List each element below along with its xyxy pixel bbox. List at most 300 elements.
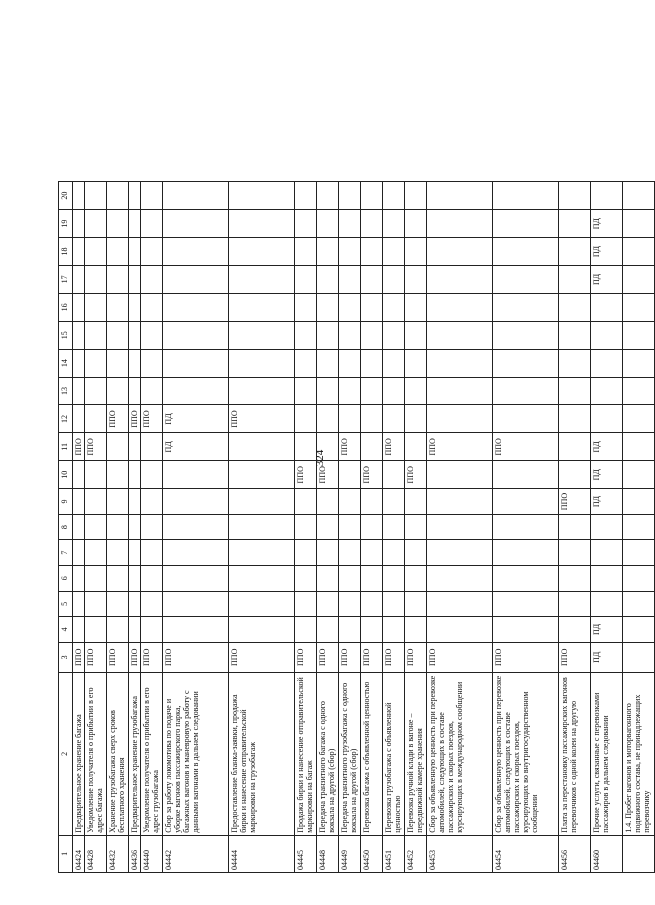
row-name: Передача транзитного грузобагажа с одного вокзала на другой (сбор) — [339, 672, 361, 835]
table-row — [405, 182, 427, 873]
cell-col-20 — [129, 182, 141, 210]
row-code: 04448 — [317, 835, 339, 872]
cell-col-18 — [295, 238, 317, 266]
cell-col-17 — [129, 265, 141, 293]
cell-col-9: ПД — [591, 489, 623, 515]
cell-col-7 — [591, 540, 623, 566]
cell-col-7 — [623, 540, 655, 566]
cell-col-3: ППО — [163, 642, 229, 672]
cell-col-15 — [405, 321, 427, 349]
cell-col-14 — [107, 349, 129, 377]
cell-col-14 — [623, 349, 655, 377]
cell-col-4 — [141, 617, 163, 643]
cell-col-20 — [405, 182, 427, 210]
table-row — [317, 182, 339, 873]
column-header-14: 14 — [59, 349, 73, 377]
cell-col-18 — [129, 238, 141, 266]
cell-col-5 — [295, 591, 317, 617]
cell-col-5 — [73, 591, 85, 617]
cell-col-8 — [361, 514, 383, 540]
row-code: 04424 — [73, 835, 85, 872]
row-name: Предварительное хранение грузобагажа — [129, 672, 141, 835]
column-header-2: 2 — [59, 672, 73, 835]
cell-col-6 — [559, 565, 591, 591]
cell-col-6 — [129, 565, 141, 591]
cell-col-9 — [107, 489, 129, 515]
cell-col-4 — [85, 617, 107, 643]
cell-col-9 — [85, 489, 107, 515]
column-header-6: 6 — [59, 565, 73, 591]
cell-col-15 — [361, 321, 383, 349]
cell-col-14 — [493, 349, 559, 377]
cell-col-19 — [427, 210, 493, 238]
page-number: 324 — [314, 449, 326, 467]
cell-col-4 — [383, 617, 405, 643]
cell-col-16 — [405, 293, 427, 321]
cell-col-10 — [163, 461, 229, 489]
cell-col-15 — [229, 321, 295, 349]
table-row — [623, 182, 655, 873]
cell-col-17 — [427, 265, 493, 293]
cell-col-9 — [361, 489, 383, 515]
row-name: Предоставление бланка-заявки, продажа бирки и нанесение отправительской маркировки на грузобагаж — [229, 672, 295, 835]
cell-col-17 — [339, 265, 361, 293]
cell-col-6 — [339, 565, 361, 591]
cell-col-14 — [383, 349, 405, 377]
column-header-18: 18 — [59, 238, 73, 266]
cell-col-8 — [591, 514, 623, 540]
cell-col-14 — [591, 349, 623, 377]
column-header-7: 7 — [59, 540, 73, 566]
cell-col-14 — [229, 349, 295, 377]
cell-col-3: ППО — [559, 642, 591, 672]
cell-col-17 — [295, 265, 317, 293]
row-name: Хранение грузобагажа сверх сроков бесплатного хранения — [107, 672, 129, 835]
cell-col-8 — [107, 514, 129, 540]
cell-col-17 — [623, 265, 655, 293]
cell-col-11: ППО — [73, 433, 85, 461]
cell-col-18 — [85, 238, 107, 266]
cell-col-10 — [107, 461, 129, 489]
cell-col-17 — [229, 265, 295, 293]
cell-col-3: ППО — [229, 642, 295, 672]
cell-col-19 — [141, 210, 163, 238]
cell-col-6 — [493, 565, 559, 591]
cell-col-14 — [405, 349, 427, 377]
cell-col-13 — [85, 377, 107, 405]
cell-col-10: ПД — [591, 461, 623, 489]
cell-col-8 — [141, 514, 163, 540]
cell-col-4 — [73, 617, 85, 643]
cell-col-19 — [339, 210, 361, 238]
cell-col-18 — [107, 238, 129, 266]
cell-col-7 — [405, 540, 427, 566]
cell-col-4 — [163, 617, 229, 643]
cell-col-9 — [229, 489, 295, 515]
table-row — [383, 182, 405, 873]
cell-col-4 — [623, 617, 655, 643]
cell-col-7 — [73, 540, 85, 566]
cell-col-16 — [493, 293, 559, 321]
row-name: Передача транзитного багажа с одного вокзала на другой (сбор) — [317, 672, 339, 835]
column-header-20: 20 — [59, 182, 73, 210]
cell-col-11 — [405, 433, 427, 461]
cell-col-9 — [317, 489, 339, 515]
cell-col-13 — [229, 377, 295, 405]
column-header-13: 13 — [59, 377, 73, 405]
row-code: 04453 — [427, 835, 493, 872]
cell-col-18 — [339, 238, 361, 266]
cell-col-3: ППО — [107, 642, 129, 672]
cell-col-15 — [559, 321, 591, 349]
cell-col-15 — [383, 321, 405, 349]
column-header-11: 11 — [59, 433, 73, 461]
cell-col-9: ППО — [559, 489, 591, 515]
tariff-table — [58, 181, 655, 873]
cell-col-10 — [339, 461, 361, 489]
cell-col-10 — [623, 461, 655, 489]
row-name: Предварительное хранение багажа — [73, 672, 85, 835]
cell-col-10 — [493, 461, 559, 489]
cell-col-9 — [73, 489, 85, 515]
cell-col-12 — [361, 405, 383, 433]
cell-col-16 — [591, 293, 623, 321]
column-header-8: 8 — [59, 514, 73, 540]
cell-col-16 — [339, 293, 361, 321]
cell-col-4 — [427, 617, 493, 643]
column-header-1: 1 — [59, 835, 73, 872]
cell-col-5 — [493, 591, 559, 617]
cell-col-14 — [73, 349, 85, 377]
cell-col-14 — [339, 349, 361, 377]
cell-col-16 — [163, 293, 229, 321]
cell-col-18 — [163, 238, 229, 266]
row-name: Сбор за работу локомотива по подаче и уборке вагонов пассажирского парка, багажных вагонов и маневровую работу с данными вагонами в дальнем следовании — [163, 672, 229, 835]
cell-col-12 — [493, 405, 559, 433]
row-name: Сбор за объявленную ценность при перевозке автомобилей, следующих в составе пассажирских и скорых поездов, курсирующих в международном сообщении — [427, 672, 493, 835]
cell-col-13 — [163, 377, 229, 405]
cell-col-15 — [339, 321, 361, 349]
cell-col-5 — [229, 591, 295, 617]
cell-col-5 — [141, 591, 163, 617]
column-header-12: 12 — [59, 405, 73, 433]
cell-col-3: ППО — [141, 642, 163, 672]
cell-col-3: ППО — [295, 642, 317, 672]
column-header-15: 15 — [59, 321, 73, 349]
cell-col-3: ППО — [493, 642, 559, 672]
cell-col-9 — [295, 489, 317, 515]
cell-col-10 — [559, 461, 591, 489]
cell-col-19 — [295, 210, 317, 238]
cell-col-7 — [559, 540, 591, 566]
cell-col-15 — [493, 321, 559, 349]
column-header-5: 5 — [59, 591, 73, 617]
cell-col-3 — [623, 642, 655, 672]
cell-col-12 — [73, 405, 85, 433]
cell-col-8 — [85, 514, 107, 540]
cell-col-14 — [427, 349, 493, 377]
cell-col-16 — [85, 293, 107, 321]
cell-col-3: ППО — [361, 642, 383, 672]
cell-col-20 — [73, 182, 85, 210]
cell-col-8 — [129, 514, 141, 540]
cell-col-11 — [295, 433, 317, 461]
row-name: 1.4. Пробег вагонов и моторвагонного подвижного состава, не принадлежащих перевозчику — [623, 672, 655, 835]
cell-col-13 — [493, 377, 559, 405]
cell-col-3: ПД — [591, 642, 623, 672]
cell-col-16 — [427, 293, 493, 321]
cell-col-13 — [427, 377, 493, 405]
cell-col-10 — [427, 461, 493, 489]
cell-col-13 — [591, 377, 623, 405]
cell-col-12 — [623, 405, 655, 433]
cell-col-18 — [623, 238, 655, 266]
cell-col-12: ППО — [229, 405, 295, 433]
cell-col-13 — [295, 377, 317, 405]
row-name: Уведомление получателя о прибытии в его адрес грузобагажа — [141, 672, 163, 835]
cell-col-4 — [295, 617, 317, 643]
cell-col-15 — [163, 321, 229, 349]
cell-col-5 — [129, 591, 141, 617]
cell-col-19 — [229, 210, 295, 238]
row-code: 04428 — [85, 835, 107, 872]
cell-col-7 — [141, 540, 163, 566]
cell-col-15 — [107, 321, 129, 349]
cell-col-5 — [107, 591, 129, 617]
cell-col-13 — [107, 377, 129, 405]
cell-col-18 — [361, 238, 383, 266]
tariff-table-sheet — [58, 181, 651, 873]
cell-col-16 — [361, 293, 383, 321]
table-row — [73, 182, 85, 873]
cell-col-10: ППО — [405, 461, 427, 489]
cell-col-12 — [339, 405, 361, 433]
cell-col-11 — [317, 433, 339, 461]
cell-col-7 — [163, 540, 229, 566]
row-code: 04432 — [107, 835, 129, 872]
cell-col-9 — [405, 489, 427, 515]
cell-col-7 — [107, 540, 129, 566]
cell-col-6 — [85, 565, 107, 591]
cell-col-6 — [229, 565, 295, 591]
row-name: Перевозка ручной клади в вагоне – передвижной камере хранения — [405, 672, 427, 835]
cell-col-20 — [493, 182, 559, 210]
cell-col-14 — [559, 349, 591, 377]
cell-col-7 — [383, 540, 405, 566]
cell-col-14 — [141, 349, 163, 377]
cell-col-12 — [405, 405, 427, 433]
cell-col-9 — [383, 489, 405, 515]
cell-col-15 — [73, 321, 85, 349]
cell-col-5 — [427, 591, 493, 617]
cell-col-10 — [129, 461, 141, 489]
cell-col-13 — [405, 377, 427, 405]
cell-col-16 — [107, 293, 129, 321]
cell-col-7 — [295, 540, 317, 566]
cell-col-17 — [383, 265, 405, 293]
cell-col-10 — [229, 461, 295, 489]
cell-col-13 — [361, 377, 383, 405]
cell-col-11 — [361, 433, 383, 461]
cell-col-10 — [85, 461, 107, 489]
table-row — [493, 182, 559, 873]
row-code: 04456 — [559, 835, 591, 872]
row-name: Перевозка багажа с объявленной ценностью — [361, 672, 383, 835]
cell-col-18: ПД — [591, 238, 623, 266]
cell-col-5 — [361, 591, 383, 617]
cell-col-10 — [141, 461, 163, 489]
cell-col-4 — [361, 617, 383, 643]
cell-col-19 — [73, 210, 85, 238]
cell-col-19 — [493, 210, 559, 238]
cell-col-12 — [85, 405, 107, 433]
cell-col-17 — [405, 265, 427, 293]
cell-col-19 — [85, 210, 107, 238]
cell-col-13 — [129, 377, 141, 405]
cell-col-12 — [591, 405, 623, 433]
cell-col-3: ППО — [85, 642, 107, 672]
cell-col-18 — [73, 238, 85, 266]
cell-col-18 — [493, 238, 559, 266]
cell-col-15 — [85, 321, 107, 349]
cell-col-15 — [141, 321, 163, 349]
cell-col-16 — [559, 293, 591, 321]
table-row — [229, 182, 295, 873]
cell-col-15 — [317, 321, 339, 349]
cell-col-16 — [317, 293, 339, 321]
row-code: 04444 — [229, 835, 295, 872]
cell-col-5 — [317, 591, 339, 617]
row-code — [623, 835, 655, 872]
cell-col-14 — [317, 349, 339, 377]
cell-col-6 — [73, 565, 85, 591]
cell-col-16 — [383, 293, 405, 321]
cell-col-11 — [229, 433, 295, 461]
table-row — [295, 182, 317, 873]
cell-col-4 — [107, 617, 129, 643]
cell-col-15 — [427, 321, 493, 349]
cell-col-5 — [405, 591, 427, 617]
cell-col-9 — [623, 489, 655, 515]
cell-col-17 — [361, 265, 383, 293]
column-header-9: 9 — [59, 489, 73, 515]
cell-col-19: ПД — [591, 210, 623, 238]
cell-col-11: ПД — [591, 433, 623, 461]
cell-col-8 — [493, 514, 559, 540]
cell-col-7 — [129, 540, 141, 566]
cell-col-6 — [317, 565, 339, 591]
cell-col-11 — [623, 433, 655, 461]
cell-col-20 — [107, 182, 129, 210]
cell-col-13 — [623, 377, 655, 405]
row-code: 04452 — [405, 835, 427, 872]
cell-col-11: ППО — [383, 433, 405, 461]
cell-col-10: ППО — [295, 461, 317, 489]
cell-col-18 — [559, 238, 591, 266]
cell-col-16 — [129, 293, 141, 321]
table-row — [339, 182, 361, 873]
cell-col-20 — [361, 182, 383, 210]
cell-col-15 — [295, 321, 317, 349]
cell-col-12: ППО — [107, 405, 129, 433]
cell-col-12: ППО — [129, 405, 141, 433]
cell-col-9 — [339, 489, 361, 515]
cell-col-16 — [73, 293, 85, 321]
cell-col-9 — [129, 489, 141, 515]
cell-col-7 — [85, 540, 107, 566]
cell-col-16 — [229, 293, 295, 321]
cell-col-12 — [559, 405, 591, 433]
cell-col-14 — [295, 349, 317, 377]
cell-col-12 — [427, 405, 493, 433]
cell-col-10: ППО — [361, 461, 383, 489]
cell-col-6 — [383, 565, 405, 591]
cell-col-4 — [317, 617, 339, 643]
cell-col-8 — [405, 514, 427, 540]
cell-col-3: ППО — [383, 642, 405, 672]
cell-col-19 — [317, 210, 339, 238]
cell-col-3: ППО — [405, 642, 427, 672]
table-row — [427, 182, 493, 873]
cell-col-20 — [317, 182, 339, 210]
cell-col-11 — [129, 433, 141, 461]
cell-col-11: ППО — [493, 433, 559, 461]
cell-col-19 — [405, 210, 427, 238]
cell-col-15 — [591, 321, 623, 349]
cell-col-13 — [317, 377, 339, 405]
cell-col-16 — [141, 293, 163, 321]
cell-col-9 — [141, 489, 163, 515]
cell-col-6 — [163, 565, 229, 591]
cell-col-5 — [623, 591, 655, 617]
cell-col-11: ППО — [427, 433, 493, 461]
row-code: 04460 — [591, 835, 623, 872]
row-name: Продажа бирки и нанесение отправительской маркировки на багаж — [295, 672, 317, 835]
cell-col-11 — [107, 433, 129, 461]
cell-col-5 — [85, 591, 107, 617]
cell-col-10: ППО — [317, 461, 339, 489]
row-name: Перевозка грузобагажа с объявленной ценностью — [383, 672, 405, 835]
cell-col-13 — [73, 377, 85, 405]
column-header-10: 10 — [59, 461, 73, 489]
cell-col-5 — [559, 591, 591, 617]
cell-col-14 — [361, 349, 383, 377]
cell-col-4 — [405, 617, 427, 643]
column-header-3: 3 — [59, 642, 73, 672]
cell-col-6 — [405, 565, 427, 591]
cell-col-9 — [427, 489, 493, 515]
cell-col-6 — [295, 565, 317, 591]
cell-col-20 — [383, 182, 405, 210]
row-name: Уведомление получателя о прибытии в его адрес багажа — [85, 672, 107, 835]
header-row — [59, 182, 73, 873]
cell-col-8 — [427, 514, 493, 540]
cell-col-18 — [383, 238, 405, 266]
row-name: Сбор за объявленную ценность при перевозке автомобилей, следующих в составе пассажирских и скорых поездов, курсирующих во внутригосударственном сообщении — [493, 672, 559, 835]
cell-col-5 — [383, 591, 405, 617]
cell-col-4 — [229, 617, 295, 643]
cell-col-8 — [339, 514, 361, 540]
cell-col-7 — [361, 540, 383, 566]
column-header-17: 17 — [59, 265, 73, 293]
cell-col-15 — [129, 321, 141, 349]
cell-col-6 — [591, 565, 623, 591]
row-code: 04454 — [493, 835, 559, 872]
cell-col-8 — [317, 514, 339, 540]
cell-col-10 — [383, 461, 405, 489]
cell-col-4: ПД — [591, 617, 623, 643]
cell-col-16 — [623, 293, 655, 321]
